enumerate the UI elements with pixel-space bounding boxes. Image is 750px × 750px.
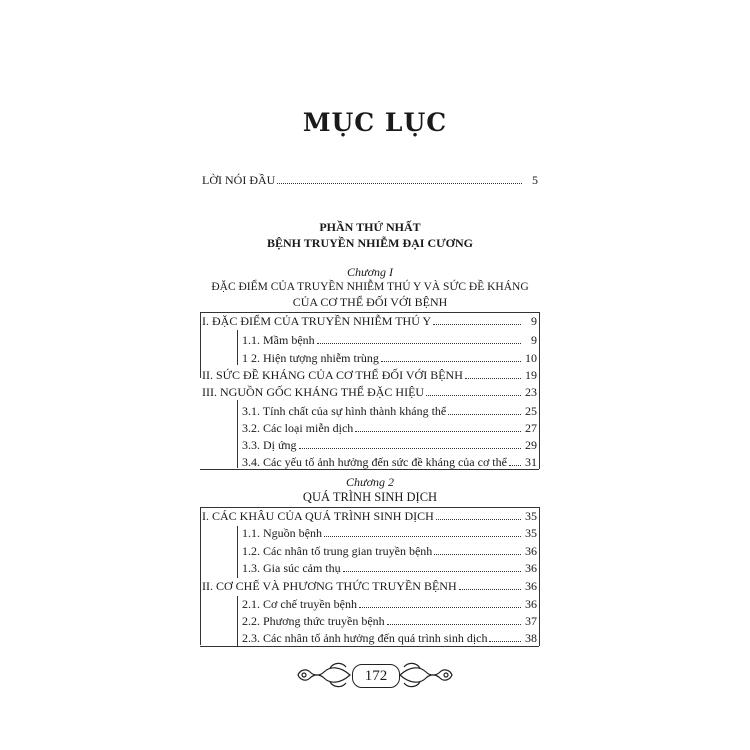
toc-entry-page: 35 — [525, 526, 537, 540]
toc-entry — [202, 508, 537, 524]
toc-entry-page: 19 — [525, 368, 537, 382]
toc-entry-label: 1 2. Hiện tượng nhiễm trùng — [242, 351, 379, 365]
toc-entry — [202, 578, 537, 594]
toc-entry-label: II. CƠ CHẾ VÀ PHƯƠNG THỨC TRUYỀN BỆNH — [202, 579, 457, 593]
leader-dots — [324, 525, 521, 537]
toc-entry — [242, 525, 537, 541]
toc-entry — [242, 420, 537, 436]
toc-entry-page: 36 — [525, 544, 537, 558]
leader-dots — [299, 437, 521, 449]
toc-entry-label: 2.3. Các nhân tố ảnh hưởng đến quá trình sinh dịch — [242, 631, 488, 645]
part-heading-line1: PHẦN THỨ NHẤT — [319, 220, 421, 234]
toc-entry-preface — [202, 172, 538, 188]
toc-entry-label: II. SỨC ĐỀ KHÁNG CỦA CƠ THỂ ĐỐI VỚI BỆNH — [202, 368, 463, 382]
leader-dots — [448, 403, 521, 415]
leader-dots — [465, 367, 521, 379]
chapter2-title: QUÁ TRÌNH SINH DỊCH — [302, 490, 438, 504]
chapter2-heading: Chương 2 — [346, 475, 394, 489]
leader-dots — [343, 560, 521, 572]
leader-dots — [381, 350, 521, 362]
leader-dots — [387, 613, 521, 625]
toc-entry — [242, 560, 537, 576]
toc-entry-label: 2.1. Cơ chế truyền bệnh — [242, 597, 357, 611]
toc-entry-label: 1.3. Gia súc cảm thụ — [242, 561, 341, 575]
toc-entry-label: III. NGUỒN GỐC KHÁNG THỂ ĐẶC HIỆU — [202, 385, 425, 399]
page-footer — [290, 658, 460, 694]
leader-dots — [433, 313, 521, 325]
leader-dots — [434, 543, 521, 555]
chapter2-indent-line-a — [237, 526, 238, 578]
chapter1-heading: Chương I — [347, 265, 393, 279]
toc-entry-label: 1.1. Nguồn bệnh — [242, 526, 322, 540]
toc-entry — [202, 313, 537, 329]
chapter1-border-right — [539, 312, 540, 469]
leader-dots — [489, 630, 521, 642]
toc-entry-page: 9 — [531, 314, 537, 328]
leader-dots — [459, 578, 521, 590]
toc-entry-label: I. ĐẶC ĐIỂM CỦA TRUYỀN NHIỄM THÚ Y — [202, 314, 432, 328]
leader-dots — [509, 454, 521, 466]
toc-entry — [242, 596, 537, 612]
toc-entry-page: 31 — [525, 455, 537, 469]
toc-entry-label: LỜI NÓI ĐẦU — [202, 173, 276, 187]
toc-entry-page: 29 — [525, 438, 537, 452]
toc-entry-label: I. CÁC KHÂU CỦA QUÁ TRÌNH SINH DỊCH — [202, 509, 434, 523]
toc-entry-label: 1.1. Mầm bệnh — [242, 333, 315, 347]
leader-dots — [436, 508, 521, 520]
toc-entry-page: 10 — [525, 351, 537, 365]
toc-entry — [242, 332, 537, 348]
leader-dots — [426, 384, 521, 396]
toc-entry-label: 3.3. Dị ứng — [242, 438, 297, 452]
toc-entry-page: 38 — [525, 631, 537, 645]
part-heading-line2: BỆNH TRUYỀN NHIỄM ĐẠI CƯƠNG — [266, 236, 473, 250]
page-title: MỤC LỤC — [302, 108, 448, 137]
chapter1-indent-line-a — [237, 330, 238, 365]
toc-entry — [242, 437, 537, 453]
toc-entry-page: 35 — [525, 509, 537, 523]
chapter2-border-left — [200, 507, 201, 645]
page-number: 172 — [352, 664, 400, 688]
toc-entry — [242, 454, 537, 470]
chapter2-indent-line-b — [237, 596, 238, 646]
toc-entry-page: 23 — [525, 385, 537, 399]
toc-entry — [242, 403, 537, 419]
toc-entry — [242, 630, 537, 646]
chapter1-title-line1: ĐẶC ĐIỂM CỦA TRUYỀN NHIỄM THÚ Y VÀ SỨC ĐỀ KHÁNG — [211, 281, 529, 293]
toc-entry — [202, 367, 537, 383]
toc-entry-label: 3.4. Các yếu tố ảnh hưởng đến sức đề kháng của cơ thể — [242, 455, 507, 469]
toc-entry-page: 5 — [532, 173, 538, 187]
toc-entry-page: 37 — [525, 614, 537, 628]
toc-entry-label: 2.2. Phương thức truyền bệnh — [242, 614, 385, 628]
chapter1-border-left — [200, 312, 201, 378]
toc-entry-page: 25 — [525, 404, 537, 418]
toc-entry — [242, 613, 537, 629]
toc-entry — [242, 543, 537, 559]
toc-entry-label: 1.2. Các nhân tố trung gian truyền bệnh — [242, 544, 433, 558]
toc-entry-page: 36 — [525, 597, 537, 611]
toc-entry — [202, 384, 537, 400]
toc-entry — [242, 350, 537, 366]
chapter2-border-right — [539, 507, 540, 646]
toc-entry-label: 3.2. Các loại miễn dịch — [242, 421, 354, 435]
toc-entry-page: 36 — [525, 561, 537, 575]
chapter1-title-line2: CỦA CƠ THỂ ĐỐI VỚI BỆNH — [292, 295, 448, 309]
leader-dots — [317, 332, 521, 344]
leader-dots — [359, 596, 521, 608]
chapter1-indent-line-b — [237, 400, 238, 468]
leader-dots — [277, 172, 522, 184]
toc-entry-page: 36 — [525, 579, 537, 593]
toc-entry-label: 3.1. Tính chất của sự hình thành kháng thể — [242, 404, 447, 418]
toc-entry-page: 9 — [531, 333, 537, 347]
leader-dots — [355, 420, 521, 432]
toc-entry-page: 27 — [525, 421, 537, 435]
